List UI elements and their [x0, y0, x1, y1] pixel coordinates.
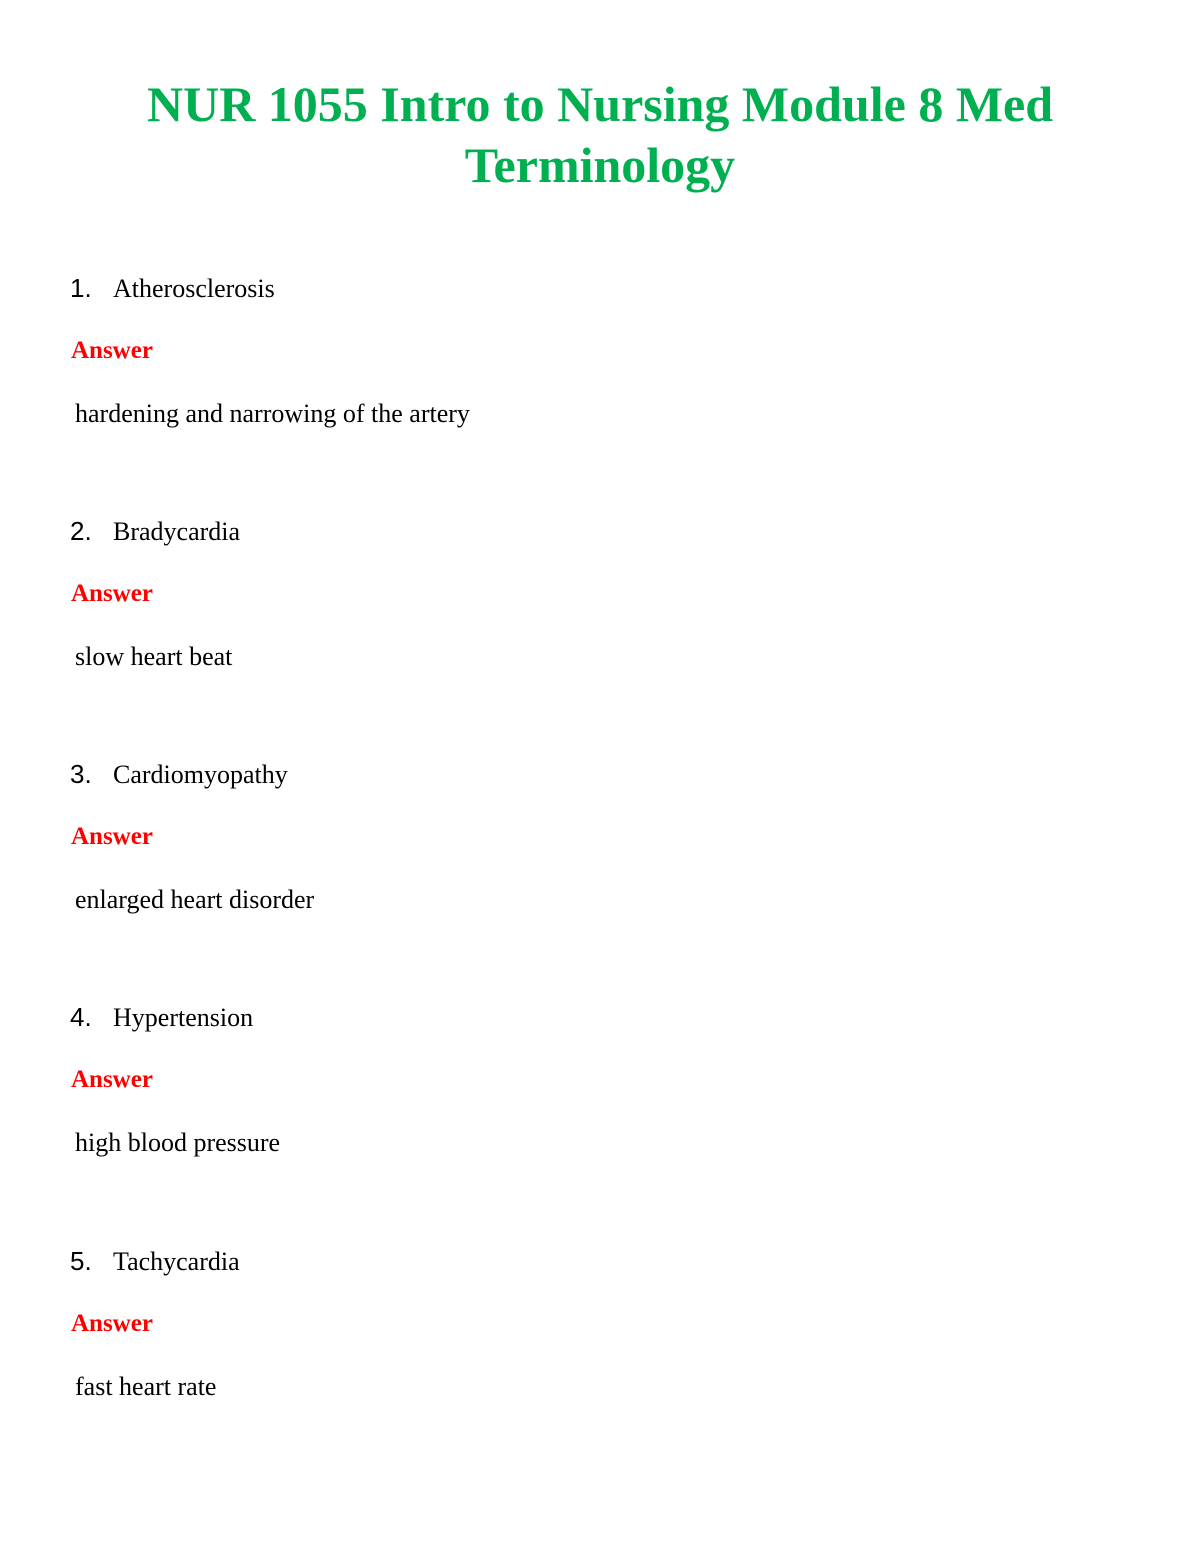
- title-line-2: Terminology: [464, 137, 736, 193]
- question-number: 5.: [70, 1246, 92, 1276]
- question-term: Cardiomyopathy: [113, 760, 288, 789]
- answer-label: Answer: [71, 337, 153, 364]
- question-2: [70, 516, 240, 556]
- question-number: 2.: [70, 516, 92, 546]
- page-title: [0, 74, 1200, 196]
- question-4: [70, 1002, 253, 1042]
- question-3: [70, 759, 288, 799]
- question-term: Atherosclerosis: [113, 274, 275, 303]
- question-term: Hypertension: [113, 1003, 254, 1032]
- answer-text: slow heart beat: [75, 642, 233, 671]
- answer-text: hardening and narrowing of the artery: [75, 399, 470, 428]
- question-number: 1.: [70, 273, 92, 303]
- answer-text: fast heart rate: [75, 1372, 217, 1401]
- question-1: [70, 273, 275, 313]
- question-5: [70, 1246, 240, 1286]
- answer-label: Answer: [71, 823, 153, 850]
- question-number: 3.: [70, 759, 92, 789]
- question-term: Bradycardia: [113, 517, 241, 546]
- title-line-1: NUR 1055 Intro to Nursing Module 8 Med: [146, 76, 1054, 132]
- answer-label: Answer: [71, 1066, 153, 1093]
- answer-label: Answer: [71, 1310, 153, 1337]
- question-term: Tachycardia: [113, 1247, 240, 1276]
- answer-text: enlarged heart disorder: [75, 885, 315, 914]
- question-number: 4.: [70, 1002, 92, 1032]
- answer-text: high blood pressure: [75, 1128, 281, 1157]
- answer-label: Answer: [71, 580, 153, 607]
